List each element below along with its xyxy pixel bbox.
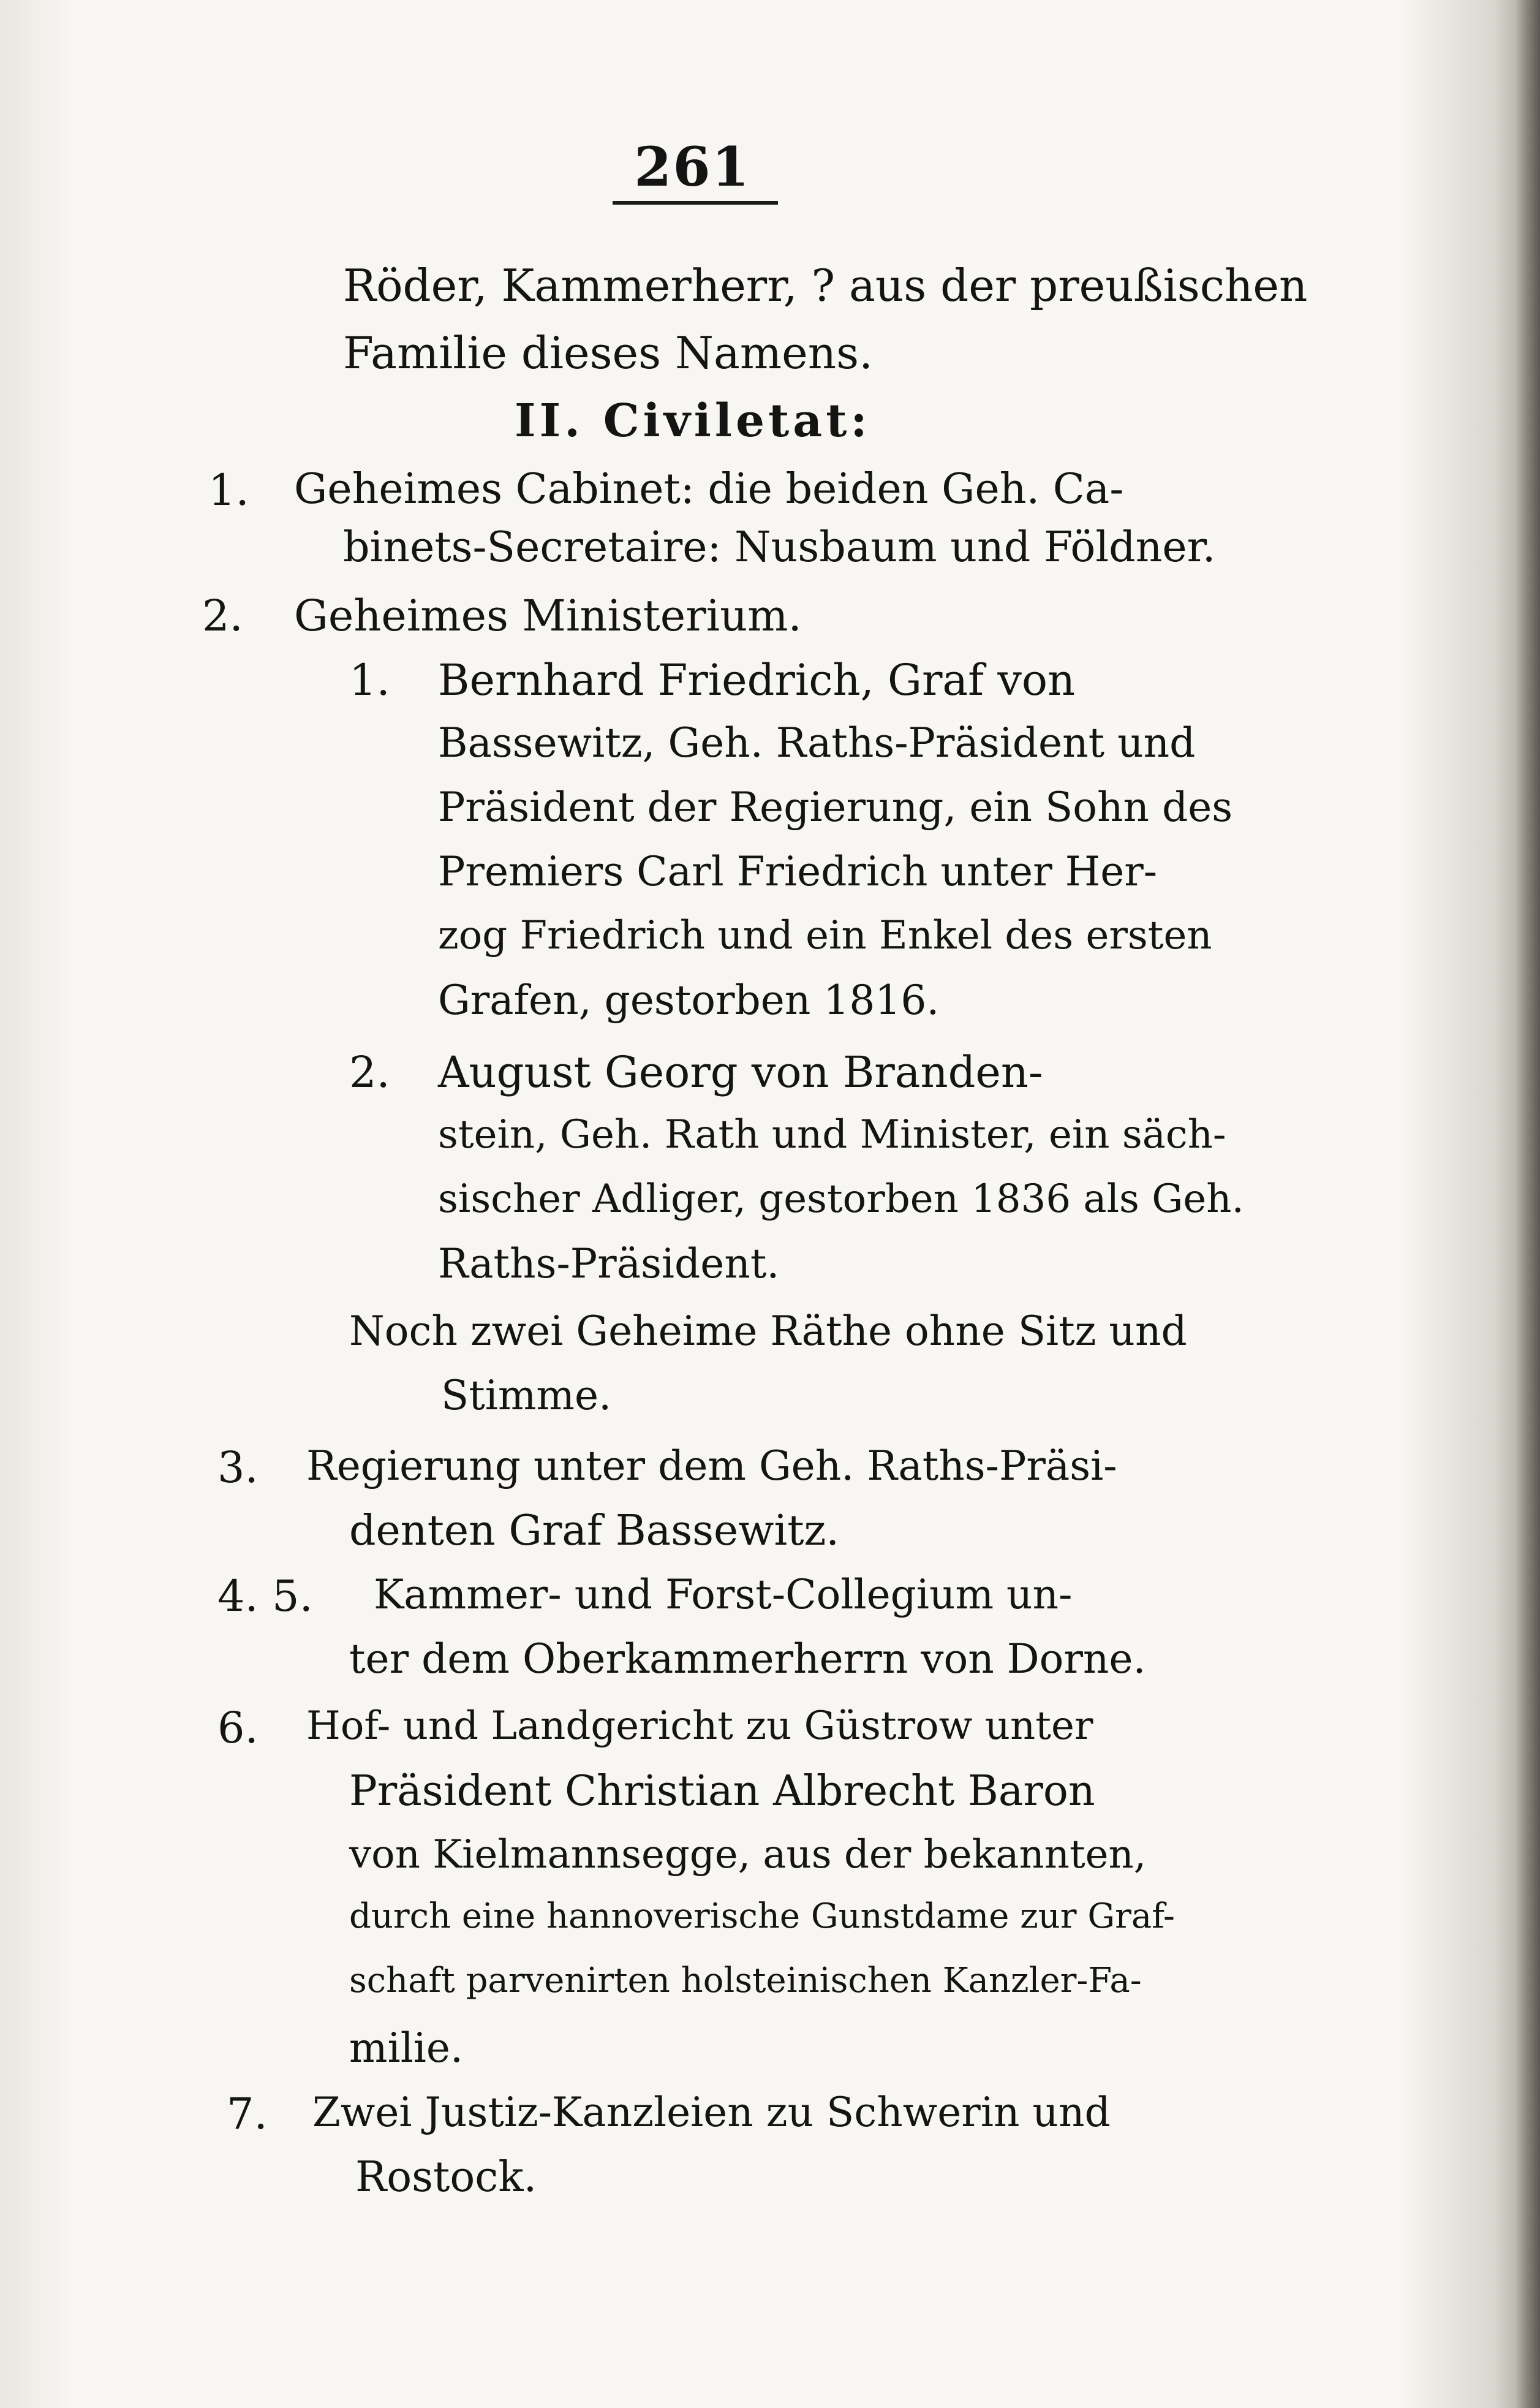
text-line: Bassewitz, Geh. Raths-Präsident und — [438, 719, 1196, 767]
text-line: Raths-Präsident. — [438, 1240, 780, 1287]
text-line: August Georg von Branden- — [438, 1047, 1043, 1097]
text-line: denten Graf Bassewitz. — [349, 1507, 839, 1555]
text-line: zog Friedrich und ein Enkel des ersten — [438, 913, 1212, 958]
text-line: Präsident Christian Albrecht Baron — [349, 1767, 1095, 1815]
subitem-number: 1. — [349, 655, 390, 705]
text-line: ter dem Oberkammerherrn von Dorne. — [349, 1635, 1146, 1683]
page-number: 261 — [634, 135, 750, 199]
item-number: 4. 5. — [217, 1571, 313, 1621]
text-line: sischer Adliger, gestorben 1836 als Geh. — [438, 1176, 1244, 1222]
text-line: Rostock. — [355, 2153, 537, 2202]
text-line: Hof- und Landgericht zu Güstrow unter — [306, 1703, 1093, 1749]
item-number: 6. — [217, 1703, 259, 1753]
text-line: Noch zwei Geheime Räthe ohne Sitz und — [349, 1308, 1187, 1355]
text-line: Regierung unter dem Geh. Raths-Präsi- — [306, 1442, 1117, 1490]
page-edge-shadow — [1515, 0, 1540, 2408]
text-line: Grafen, gestorben 1816. — [438, 977, 940, 1024]
text-line: durch eine hannoverische Gunstdame zur Graf- — [349, 1896, 1175, 1936]
header-rule — [613, 201, 778, 205]
text-line: Geheimes Cabinet: die beiden Geh. Ca- — [294, 465, 1124, 513]
item-number: 3. — [217, 1442, 259, 1493]
text-line: von Kielmannsegge, aus der bekannten, — [349, 1832, 1147, 1877]
text-line: Kammer- und Forst-Collegium un- — [374, 1571, 1073, 1618]
text-line: Familie dieses Namens. — [343, 327, 873, 379]
text-line: Premiers Carl Friedrich unter Her- — [438, 848, 1158, 895]
subitem-number: 2. — [349, 1047, 390, 1097]
item-number: 2. — [202, 591, 243, 641]
text-line: Stimme. — [441, 1372, 612, 1419]
text-line: schaft parvenirten holsteinischen Kanzler-Fa- — [349, 1961, 1142, 2001]
item-number: 7. — [227, 2089, 268, 2139]
item-number: 1. — [208, 465, 249, 515]
text-line: stein, Geh. Rath und Minister, ein säch- — [438, 1112, 1226, 1157]
text-line: milie. — [349, 2024, 463, 2072]
text-line: binets-Secretaire: Nusbaum und Földner. — [343, 523, 1216, 572]
text-line: Geheimes Ministerium. — [294, 591, 802, 641]
text-line: Präsident der Regierung, ein Sohn des — [438, 784, 1233, 831]
text-line: Bernhard Friedrich, Graf von — [438, 655, 1076, 705]
text-line: Zwei Justiz-Kanzleien zu Schwerin und — [312, 2089, 1111, 2136]
section-heading: II. Civiletat: — [515, 395, 871, 447]
text-line: Röder, Kammerherr, ? aus der preußischen — [343, 260, 1308, 311]
